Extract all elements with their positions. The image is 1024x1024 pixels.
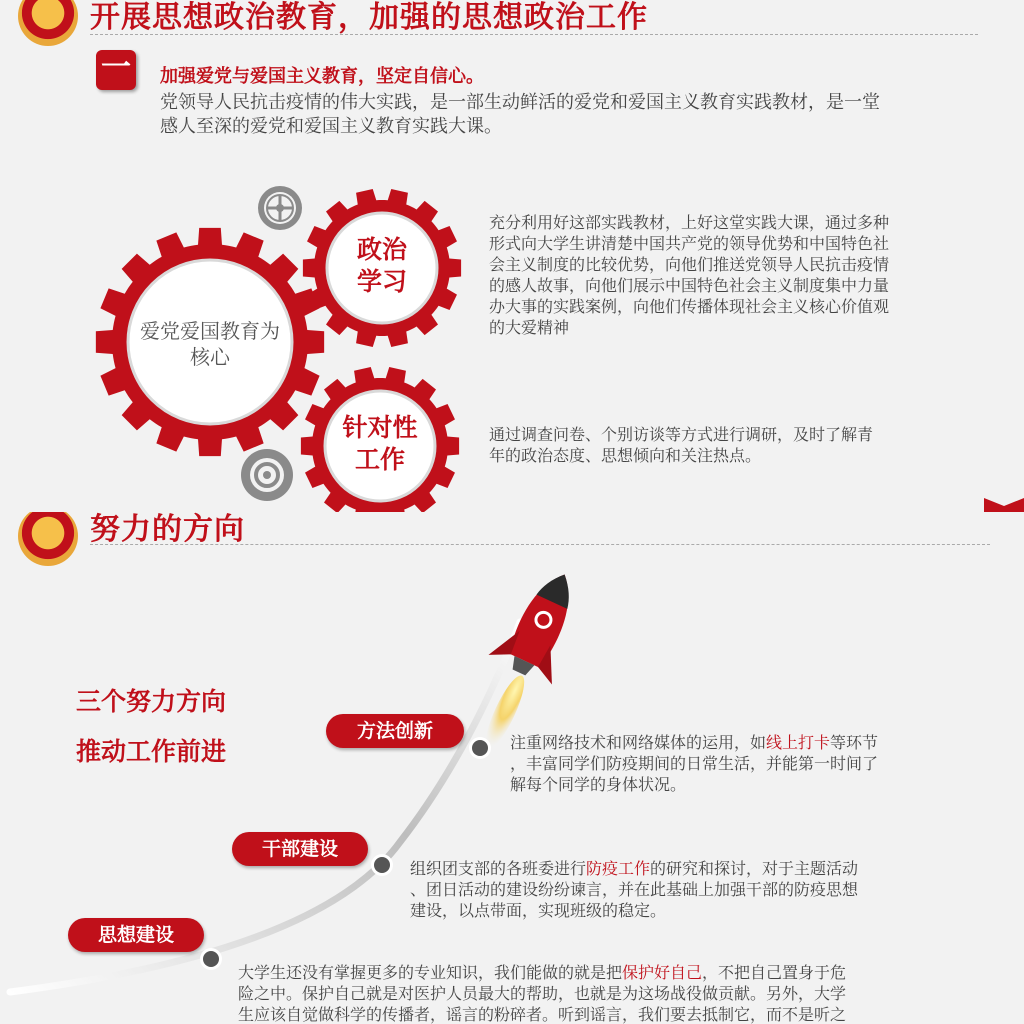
text-line: 生应该自觉做科学的传播者，谣言的粉碎者。听到谣言，我们要去抵制它，而不是听之 [238,1005,847,1024]
desc-bottom-line: 通过调查问卷、个别访谈等方式进行调研，及时了解青 [489,425,874,444]
text-part: 大学生还没有掌握更多的专业知识，我们能做的就是把 [238,963,623,982]
highlight-text: 防疫工作 [586,859,651,878]
section-number-badge: 一 [96,50,136,90]
direction-pill-method: 方法创新 [326,714,464,748]
direction-text-cadre [410,858,930,921]
gear-bottom-label-line1: 针对性 [342,413,418,442]
directions-heading-line1: 三个努力方向 [76,687,227,716]
intro-line-1: 党领导人民抗击疫情的伟大实践，是一部生动鲜活的爱党和爱国主义教育实践教材，是一堂 [160,92,880,113]
text-line: 、团日活动的建设纷纷谏言，并在此基础上加强干部的防疫思想 [410,880,859,899]
gear-top-label-line1: 政治 [356,235,407,264]
gear-bottom-label-line2: 工作 [354,445,405,474]
desc-top-line: 充分利用好这部实践教材，上好这堂实践大课，通过多种 [489,213,890,232]
text-line: 险之中。保护自己就是对医护人员最大的帮助，也就是为这场战役做贡献。另外，大学 [238,984,847,1003]
text-line: 解每个同学的身体状况。 [510,775,687,794]
gear-center-label-line1: 爱党爱国教育为 [140,319,280,343]
gear-top-label-line2: 学习 [356,267,407,296]
highlight-text: 线上打卡 [766,733,831,752]
desc-top [489,212,929,338]
desc-bottom-line: 年的政治态度、思想倾向和关注热点。 [489,446,762,465]
directions-heading-line2: 推动工作前进 [76,737,227,766]
rocket-icon [480,568,590,708]
text-line: 建设，以点带面，实现班级的稳定。 [410,901,667,920]
highlight-text: 保护好自己 [622,963,703,982]
slide-directions [0,512,1024,1024]
gear-center-label [120,318,300,370]
text-line [238,962,938,983]
direction-text-method [510,732,930,795]
desc-bottom [489,424,929,466]
direction-pill-cadre: 干部建设 [232,832,368,866]
text-part: 注重网络技术和网络媒体的运用，如 [510,733,767,752]
corner-ribbon-icon [984,498,1024,512]
slide-title: 开展思想政治教育，加强的思想政治工作 [90,0,648,35]
direction-pill-thought: 思想建设 [68,918,204,952]
text-part: 的研究和探讨，对于主题活动 [650,859,859,878]
desc-top-line: 的感人故事，向他们展示中国特色社会主义制度集中力量 [489,276,890,295]
desc-top-line: 会主义制度的比较优势，向他们推送党领导人民抗击疫情 [489,255,890,274]
direction-text-thought [238,962,938,1024]
desc-top-line: 的大爱精神 [489,318,570,337]
desc-top-line: 办大事的实践案例，向他们传播体现社会主义核心价值观 [489,297,890,316]
slide-title: 努力的方向 [90,512,245,547]
gear-bottom-label [322,412,438,476]
text-part: ，不把自己置身于危 [702,963,847,982]
text-line [410,858,930,879]
curve-dot [467,735,493,761]
section-heading: 加强爱党与爱国主义教育，坚定自信心。 [160,66,484,87]
intro-line-2: 感人至深的爱党和爱国主义教育实践大课。 [160,116,502,137]
text-part: 等环节 [830,733,879,752]
title-divider [90,34,978,35]
text-part: 组织团支部的各班委进行 [410,859,587,878]
desc-top-line: 形式向大学生讲清楚中国共产党的领导优势和中国特色社 [489,234,890,253]
curve-dot [369,852,395,878]
text-line [510,732,930,753]
text-line: ，丰富同学们防疫期间的日常生活，并能第一时间了 [510,754,879,773]
gear-top-label [330,234,434,298]
gear-center-label-line2: 核心 [190,345,230,369]
curve-dot [198,946,224,972]
emblem-icon [18,0,78,46]
